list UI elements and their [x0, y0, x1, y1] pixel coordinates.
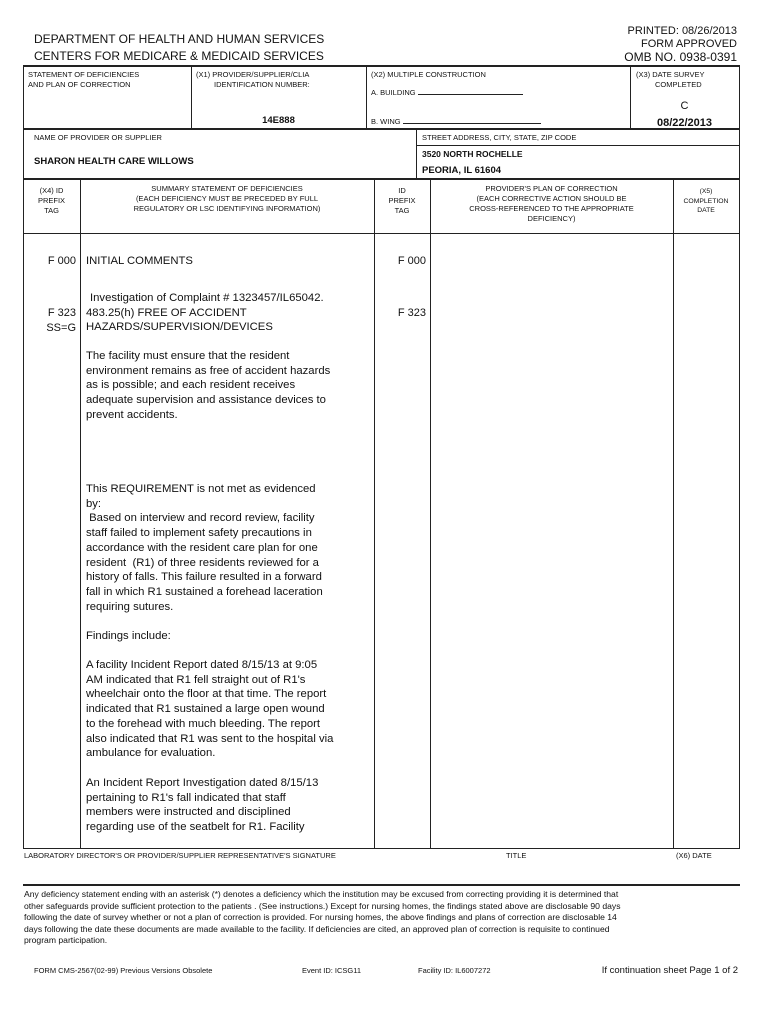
divider: [416, 128, 417, 178]
paragraph-not-met: [86, 482, 341, 614]
address-label: STREET ADDRESS, CITY, STATE, ZIP CODE: [422, 133, 577, 142]
text-line: Based on interview and record review, facility: [86, 512, 315, 525]
statement-label-2: AND PLAN OF CORRECTION: [28, 80, 131, 89]
divider: [23, 233, 740, 234]
text-line: also indicated that R1 was sent to the hospital via: [86, 732, 334, 745]
text-line: history of falls. This failure resulted in a forward: [86, 571, 322, 584]
text-line: staff failed to implement safety precautions in: [86, 527, 312, 540]
column-divider: [673, 178, 674, 848]
x4-header-line: (X4) ID: [39, 186, 64, 195]
department-title: DEPARTMENT OF HEALTH AND HUMAN SERVICES: [34, 32, 325, 46]
summary-header: [80, 184, 374, 214]
wing-label: [371, 114, 541, 127]
text-line: members were instructed and disciplined: [86, 806, 291, 819]
x1-label-1: (X1) PROVIDER/SUPPLIER/CLIA: [196, 70, 310, 79]
page-number: If continuation sheet Page 1 of 2: [601, 965, 738, 976]
footnote-line: program participation.: [24, 935, 108, 946]
footnote-line: days following the date these documents are made available to the facility. If deficiencies are cited, an approved plan of correction is requisite to continued: [24, 923, 610, 934]
x4-header: [23, 186, 80, 216]
id-header: [374, 186, 430, 216]
building-label-text: A. BUILDING: [371, 88, 416, 97]
text-line: adequate supervision and assistance devices to: [86, 394, 326, 407]
text-line: 483.25(h) FREE OF ACCIDENT: [86, 306, 247, 319]
paragraph-incident-report: [86, 658, 341, 761]
text-line: as is possible; and each resident receives: [86, 379, 296, 392]
top-border: [23, 65, 740, 67]
x5-header-line: COMPLETION: [683, 197, 729, 205]
plan-header-line: (EACH CORRECTIVE ACTION SHOULD BE: [476, 194, 627, 203]
survey-date: 08/22/2013: [656, 117, 713, 129]
text-line: wheelchair onto the floor at that time. The report: [86, 688, 327, 701]
form-approved: FORM APPROVED: [641, 38, 737, 50]
text-line: requiring sutures.: [86, 600, 174, 613]
x4-header-line: TAG: [44, 206, 59, 215]
printed-date: PRINTED: 08/26/2013: [627, 25, 737, 37]
building-label: [371, 85, 523, 98]
text-line: accordance with the resident care plan for one: [86, 541, 318, 554]
text-line: fall in which R1 sustained a forehead laceration: [86, 585, 323, 598]
provider-name-label: NAME OF PROVIDER OR SUPPLIER: [34, 133, 162, 142]
text-line: by:: [86, 497, 102, 510]
disclosure-footnote: [24, 889, 739, 947]
divider: [23, 884, 740, 886]
text-line: A facility Incident Report dated 8/15/13 at 9:05: [86, 659, 318, 671]
text-line: ambulance for evaluation.: [86, 747, 216, 760]
summary-header-line: REGULATORY OR LSC IDENTIFYING INFORMATION): [133, 204, 321, 213]
left-border: [23, 65, 24, 178]
id-header-line: PREFIX: [388, 196, 416, 205]
date-label: (X6) DATE: [676, 851, 712, 860]
x3-label-2: COMPLETED: [655, 80, 702, 89]
divider: [366, 65, 367, 128]
x2-label: (X2) MULTIPLE CONSTRUCTION: [371, 70, 486, 79]
street-address: 3520 NORTH ROCHELLE: [422, 149, 523, 159]
text-line: An Incident Report Investigation dated 8/15/13: [86, 777, 319, 789]
divider: [23, 178, 740, 180]
signature-label: LABORATORY DIRECTOR'S OR PROVIDER/SUPPLIER REPRESENTATIVE'S SIGNATURE: [24, 851, 336, 860]
text-line: indicated that R1 sustained a large open wound: [86, 703, 325, 716]
text-line: The facility must ensure that the resident: [86, 350, 290, 362]
statement-label-1: STATEMENT OF DEFICIENCIES: [28, 70, 140, 79]
provider-id-number: 14E888: [262, 115, 295, 126]
form-number: FORM CMS-2567(02-99) Previous Versions Obsolete: [34, 966, 213, 975]
text-line: environment remains as free of accident hazards: [86, 364, 331, 377]
id-f000: F 000: [397, 255, 426, 267]
paragraph-investigation-report: [86, 776, 341, 835]
text-line: HAZARDS/SUPERVISION/DEVICES: [86, 321, 273, 334]
divider: [23, 848, 740, 849]
text-line: to the forehead with much bleeding. The report: [86, 717, 321, 730]
facility-id: Facility ID: IL6007272: [418, 966, 491, 975]
text-line: resident (R1) of three residents reviewed for a: [86, 556, 319, 569]
scope-severity: SS=G: [46, 322, 76, 334]
x3-label-1: (X3) DATE SURVEY: [636, 70, 705, 79]
column-divider: [80, 178, 81, 848]
plan-header: [430, 184, 673, 224]
footnote-line: other safeguards provide sufficient protection to the patients . (See instructions.) Except for nursing homes, the findings stated above are disclosable 90 days: [24, 900, 621, 911]
right-border: [739, 178, 740, 848]
id-header-line: ID: [398, 186, 406, 195]
text-line: This REQUIREMENT is not met as evidenced: [86, 483, 316, 495]
plan-header-line: PROVIDER'S PLAN OF CORRECTION: [485, 184, 618, 193]
left-border: [23, 178, 24, 848]
x5-header-line: DATE: [697, 207, 715, 214]
tag-f323: F 323: [47, 307, 76, 319]
summary-header-line: (EACH DEFICIENCY MUST BE PRECEDED BY FULL: [135, 194, 319, 203]
column-divider: [430, 178, 431, 848]
event-id: Event ID: ICSG11: [302, 966, 362, 975]
x4-header-line: PREFIX: [37, 196, 66, 205]
text-line: Investigation of Complaint # 1323457/IL65042.: [90, 292, 324, 304]
plan-header-line: CROSS-REFERENCED TO THE APPROPRIATE: [469, 204, 634, 213]
plan-header-line: DEFICIENCY): [527, 214, 576, 223]
x1-label-2: IDENTIFICATION NUMBER:: [214, 80, 310, 89]
footnote-line: Any deficiency statement ending with an asterisk (*) denotes a deficiency which the institution may be excused from correcting providing it is determined that: [24, 889, 619, 899]
id-f323: F 323: [397, 307, 426, 319]
tag-f000: F 000: [47, 255, 76, 267]
text-line: regarding use of the seatbelt for R1. Facility: [86, 821, 305, 834]
id-header-line: TAG: [394, 206, 410, 215]
text-line: Findings include:: [86, 630, 171, 642]
summary-header-line: SUMMARY STATEMENT OF DEFICIENCIES: [151, 184, 303, 193]
footnote-line: following the date of survey whether or not a plan of correction is provided. For nursing homes, the above findings and plans of correction are disclosable 14: [24, 912, 617, 923]
building-line: [418, 85, 523, 95]
x5-header-line: (X5): [699, 188, 713, 195]
city-state-zip: PEORIA, IL 61604: [422, 165, 502, 176]
x5-header: [673, 187, 739, 216]
paragraph-requirement: [86, 349, 341, 423]
survey-code: C: [680, 100, 689, 112]
text-line: prevent accidents.: [86, 408, 178, 421]
provider-name: SHARON HEALTH CARE WILLOWS: [34, 156, 194, 167]
text-line: AM indicated that R1 fell straight out of R1's: [86, 673, 306, 686]
title-label: TITLE: [506, 851, 527, 860]
agency-title: CENTERS FOR MEDICARE & MEDICAID SERVICES: [34, 49, 324, 63]
paragraph-investigation: [86, 291, 341, 335]
text-line: pertaining to R1's fall indicated that staff: [86, 791, 286, 804]
paragraph-findings: [86, 629, 341, 644]
column-divider: [374, 178, 375, 848]
divider: [416, 145, 740, 146]
wing-line: [403, 114, 541, 124]
wing-label-text: B. WING: [371, 117, 401, 126]
omb-number: OMB NO. 0938-0391: [624, 50, 737, 64]
initial-comments: INITIAL COMMENTS: [86, 255, 193, 267]
